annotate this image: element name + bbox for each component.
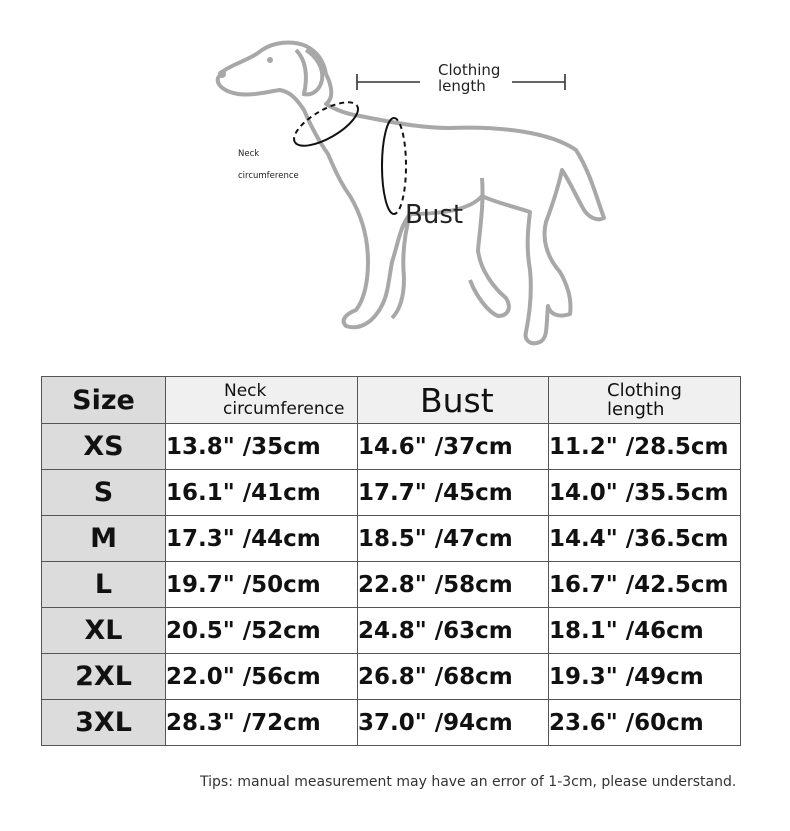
bust-cell: 26.8" /68cm <box>358 654 549 700</box>
size-cell: XS <box>42 424 166 470</box>
neck-cell: 17.3" /44cm <box>166 516 358 562</box>
clothing-length-label <box>438 62 500 94</box>
bust-cell: 22.8" /58cm <box>358 562 549 608</box>
table-row <box>42 562 741 608</box>
neck-cell: 22.0" /56cm <box>166 654 358 700</box>
length-cell: 14.4" /36.5cm <box>549 516 741 562</box>
header-length <box>549 377 741 424</box>
length-cell: 16.7" /42.5cm <box>549 562 741 608</box>
bust-cell: 18.5" /47cm <box>358 516 549 562</box>
header-length-line2: length <box>607 399 665 420</box>
header-neck <box>166 377 358 424</box>
dog-eye <box>267 57 273 63</box>
size-cell: S <box>42 470 166 516</box>
bust-cell: 24.8" /63cm <box>358 608 549 654</box>
dog-nose <box>218 70 226 78</box>
size-cell: 3XL <box>42 700 166 746</box>
size-cell: XL <box>42 608 166 654</box>
header-bust-text: Bust <box>420 380 494 420</box>
dog-outline-illustration <box>0 0 790 360</box>
table-row <box>42 424 741 470</box>
neck-label-line2: circumference <box>238 171 299 181</box>
clothing-length-label-line2: length <box>438 77 486 95</box>
table-row <box>42 516 741 562</box>
table-row <box>42 700 741 746</box>
header-size: Size <box>42 377 166 424</box>
length-cell: 14.0" /35.5cm <box>549 470 741 516</box>
header-neck-line1: Neck <box>224 381 267 401</box>
table-header-row <box>42 377 741 424</box>
neck-cell: 16.1" /41cm <box>166 470 358 516</box>
bust-cell: 17.7" /45cm <box>358 470 549 516</box>
header-length-line1: Clothing <box>607 380 682 401</box>
table-row <box>42 470 741 516</box>
neck-cell: 28.3" /72cm <box>166 700 358 746</box>
clothing-length-label-line1: Clothing <box>438 61 501 79</box>
length-cell: 23.6" /60cm <box>549 700 741 746</box>
length-cell: 18.1" /46cm <box>549 608 741 654</box>
bust-cell: 14.6" /37cm <box>358 424 549 470</box>
bust-cell: 37.0" /94cm <box>358 700 549 746</box>
neck-cell: 13.8" /35cm <box>166 424 358 470</box>
neck-label-line1: Neck <box>238 149 260 159</box>
dog-body-outline <box>218 43 604 344</box>
header-bust <box>358 377 549 424</box>
bust-label: Bust <box>405 200 464 230</box>
header-neck-line2: circumference <box>223 399 345 419</box>
length-cell: 11.2" /28.5cm <box>549 424 741 470</box>
dog-measurement-diagram <box>0 0 790 360</box>
size-cell: M <box>42 516 166 562</box>
neck-cell: 20.5" /52cm <box>166 608 358 654</box>
size-chart-table <box>41 376 741 746</box>
size-cell: 2XL <box>42 654 166 700</box>
length-cell: 19.3" /49cm <box>549 654 741 700</box>
bust-measurement-ellipse <box>382 118 406 214</box>
neck-circumference-label <box>238 143 299 187</box>
table-row <box>42 654 741 700</box>
measurement-tips: Tips: manual measurement may have an error of 1-3cm, please understand. <box>200 774 737 790</box>
table-row <box>42 608 741 654</box>
neck-cell: 19.7" /50cm <box>166 562 358 608</box>
size-cell: L <box>42 562 166 608</box>
